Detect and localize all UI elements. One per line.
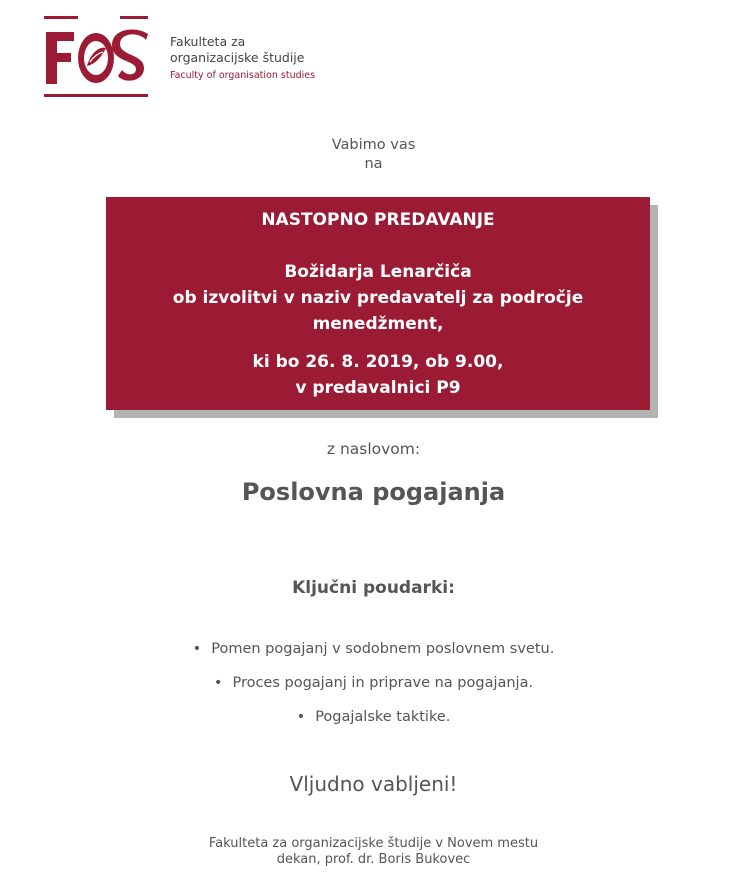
list-item-text: Proces pogajanj in priprave na pogajanja. [232,675,534,691]
logo-bar-bottom [44,94,148,97]
bullet-icon: • [192,641,202,657]
list-item-text: Pogajalske taktike. [315,709,451,725]
list-item-text: Pomen pogajanj v sodobnem poslovnem svetu. [211,641,555,657]
bullet-icon: • [296,709,306,725]
banner-lecturer [106,259,650,337]
logo-line-1: Fakulteta za [170,34,246,49]
invite-line-1: Vabimo vas [331,137,416,153]
banner-name-line-2: ob izvolitvi v naziv predavatelj za področje [172,288,584,308]
list-item [0,674,747,708]
banner-when-line-1: ki bo 26. 8. 2019, ob 9.00, [252,352,504,372]
footer-line-1: Fakulteta za organizacijske študije v Novem mestu [208,836,539,851]
closing-text: Vljudno vabljeni! [289,772,458,796]
list-item [0,708,747,742]
banner-name-line-1: Božidarja Lenarčiča [284,262,472,282]
logo-bar-top-right [120,16,148,19]
invite-line-2: na [364,156,383,172]
banner-when-line-2: v predavalnici P9 [295,378,461,398]
logo-line-2: organizacijske študije [170,50,305,65]
list-item [0,640,747,674]
talk-title: Poslovna pogajanja [241,478,506,506]
banner-title: NASTOPNO PREDAVANJE [261,210,495,230]
invitation-text [0,136,747,174]
footer-line-2: dekan, prof. dr. Boris Bukovec [276,852,471,867]
subtitle-label: z naslovom: [326,440,421,458]
fos-logo-mark [44,26,152,90]
logo-bar-top-left [44,16,78,19]
fos-logo [44,16,344,100]
bullet-icon: • [213,675,223,691]
footer [0,836,747,868]
key-points-list [0,640,747,742]
key-points-heading: Ključni poudarki: [292,578,455,598]
lecture-banner [106,197,650,410]
banner-date-place [106,349,650,401]
logo-text [170,34,315,81]
logo-line-3: Faculty of organisation studies [170,70,316,81]
banner-name-line-3: menedžment, [312,314,444,334]
